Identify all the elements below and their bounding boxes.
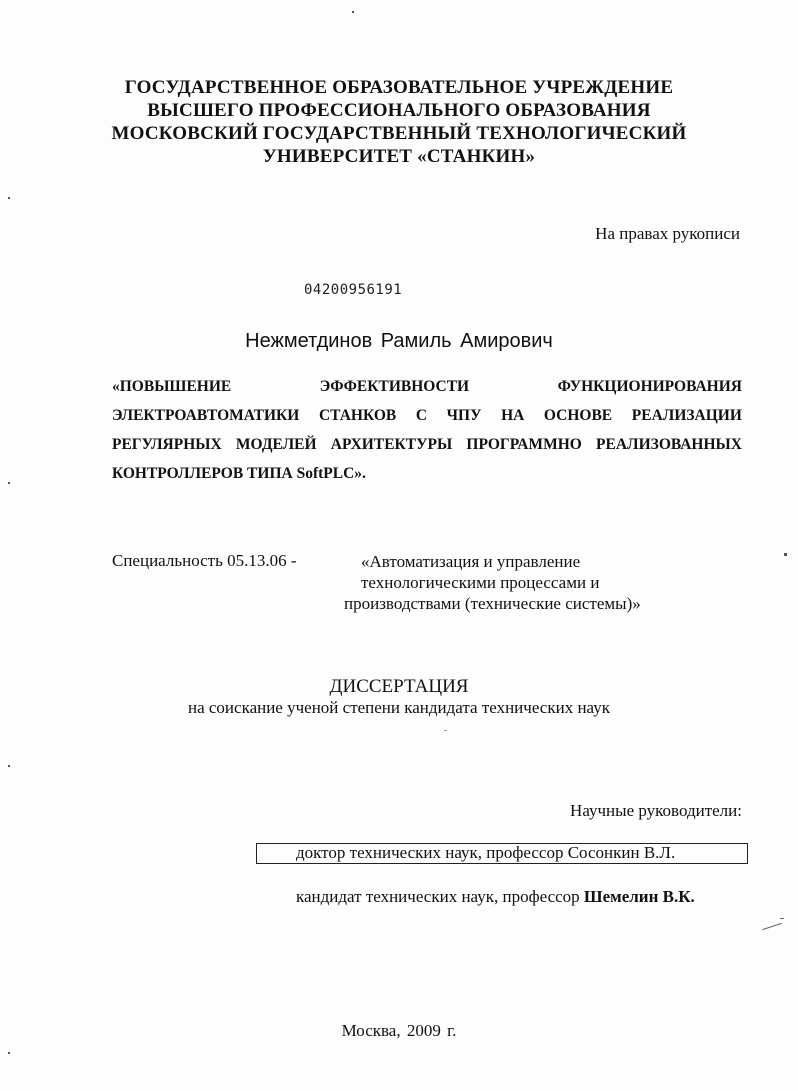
title-word: РЕГУЛЯРНЫХ (112, 436, 222, 453)
title-word: «ПОВЫШЕНИЕ (112, 378, 232, 395)
specialty-description (344, 551, 641, 614)
place-and-year: Москва, 2009 г. (341, 1021, 457, 1040)
registration-code: 04200956191 (304, 282, 403, 298)
title-word: ЧПУ (446, 407, 482, 424)
supervisors-label: Научные руководители: (570, 801, 742, 820)
scan-speck (8, 765, 10, 767)
title-line-4: КОНТРОЛЛЕРОВ ТИПА SoftPLC». (112, 465, 366, 482)
institution-header (0, 76, 798, 168)
dissertation-subheading: на соискание ученой степени кандидата технических наук (187, 698, 610, 717)
title-word: РЕАЛИЗОВАННЫХ (596, 436, 742, 453)
title-word: ЭФФЕКТИВНОСТИ (319, 378, 470, 395)
manuscript-note: На правах рукописи (595, 224, 740, 243)
scan-speck (444, 730, 447, 731)
title-line-1 (112, 372, 742, 401)
supervisor-second-name: Шемелин В.К. (583, 887, 695, 906)
title-word: СТАНКОВ (318, 407, 397, 424)
dissertation-heading: ДИССЕРТАЦИЯ (329, 676, 469, 697)
title-line-2 (112, 401, 742, 430)
scan-mark (780, 918, 784, 919)
specialty-line-1: «Автоматизация и управление (361, 552, 581, 571)
supervisor-second-title: кандидат технических наук, профессор (296, 887, 580, 906)
title-word: ЭЛЕКТРОАВТОМАТИКИ (112, 407, 300, 424)
supervisor-first: доктор технических наук, профессор Сосонкин В.Л. (296, 843, 676, 862)
supervisor-second (296, 887, 695, 907)
title-word: ФУНКЦИОНИРОВАНИЯ (557, 378, 742, 395)
title-word: С (415, 407, 428, 424)
title-line-3 (112, 430, 742, 459)
title-word: АРХИТЕКТУРЫ (330, 436, 453, 453)
scan-mark (762, 923, 781, 930)
scan-speck (8, 1052, 10, 1054)
specialty-line-2: технологическими процессами и (361, 573, 600, 592)
scan-speck (352, 11, 354, 13)
title-word: МОДЕЛЕЙ (235, 436, 317, 453)
scan-speck (8, 482, 10, 484)
title-word: НА (501, 407, 525, 424)
institution-line-2: ВЫСШЕГО ПРОФЕССИОНАЛЬНОГО ОБРАЗОВАНИЯ (147, 100, 651, 121)
scan-speck (8, 197, 10, 199)
author-name: Нежметдинов Рамиль Амирович (245, 330, 553, 352)
title-word: ОСНОВЕ (543, 407, 613, 424)
title-word: ПРОГРАММНО (466, 436, 582, 453)
specialty-line-3: производствами (технические системы)» (344, 594, 641, 613)
institution-line-1: ГОСУДАРСТВЕННОЕ ОБРАЗОВАТЕЛЬНОЕ УЧРЕЖДЕНИЕ (124, 77, 674, 98)
dissertation-title (112, 372, 742, 488)
scan-speck (784, 553, 787, 556)
title-word: РЕАЛИЗАЦИИ (631, 407, 742, 424)
institution-line-3: МОСКОВСКИЙ ГОСУДАРСТВЕННЫЙ ТЕХНОЛОГИЧЕСКИЙ (111, 123, 687, 144)
institution-line-4: УНИВЕРСИТЕТ «СТАНКИН» (262, 146, 536, 167)
specialty-label: Специальность 05.13.06 - (112, 551, 297, 570)
